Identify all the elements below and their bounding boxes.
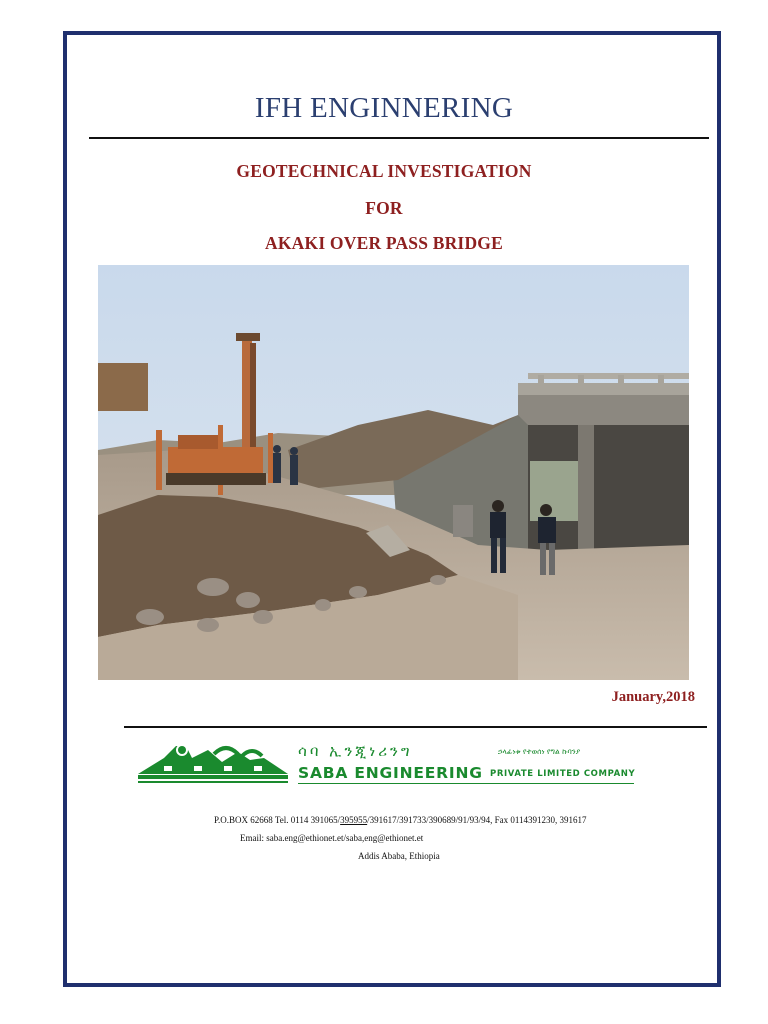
contact-email: Email: saba.eng@ethionet.et/saba,eng@ethionet.et — [240, 833, 424, 843]
contact-phone-line — [214, 815, 587, 825]
report-date: January,2018 — [611, 689, 695, 705]
company-title: IFH ENGINNERING — [254, 92, 514, 124]
logo-amharic-name: ሳባ ኢንጂነሪንግ — [298, 742, 413, 760]
bridge-deck — [518, 395, 689, 425]
title-divider — [89, 137, 709, 139]
contact-address: Addis Ababa, Ethiopia — [358, 851, 440, 861]
saba-engineering-logo — [134, 736, 634, 786]
report-title: GEOTECHNICAL INVESTIGATION — [236, 161, 532, 181]
sign-board — [98, 363, 148, 411]
project-name: AKAKI OVER PASS BRIDGE — [265, 233, 503, 253]
logo-amharic-tagline: ኃላፊነቱ የተወሰነ የግል ኩባንያ — [498, 747, 581, 756]
logo-english-tagline: PRIVATE LIMITED COMPANY — [490, 769, 636, 779]
site-photo — [98, 265, 689, 680]
logo-english-name: SABA ENGINEERING — [298, 764, 483, 782]
contact-phone-underlined: 395955 — [340, 815, 368, 825]
footer-divider — [124, 726, 707, 728]
contact-phone-rest: /391617/391733/390689/91/93/94, Fax 0114391230, 391617 — [367, 815, 587, 825]
report-title-for: FOR — [365, 198, 403, 218]
contact-pobox: P.O.BOX 62668 Tel. 0114 391065/ — [214, 815, 341, 825]
logo-underline — [298, 783, 634, 784]
saba-emblem-icon — [134, 736, 292, 786]
